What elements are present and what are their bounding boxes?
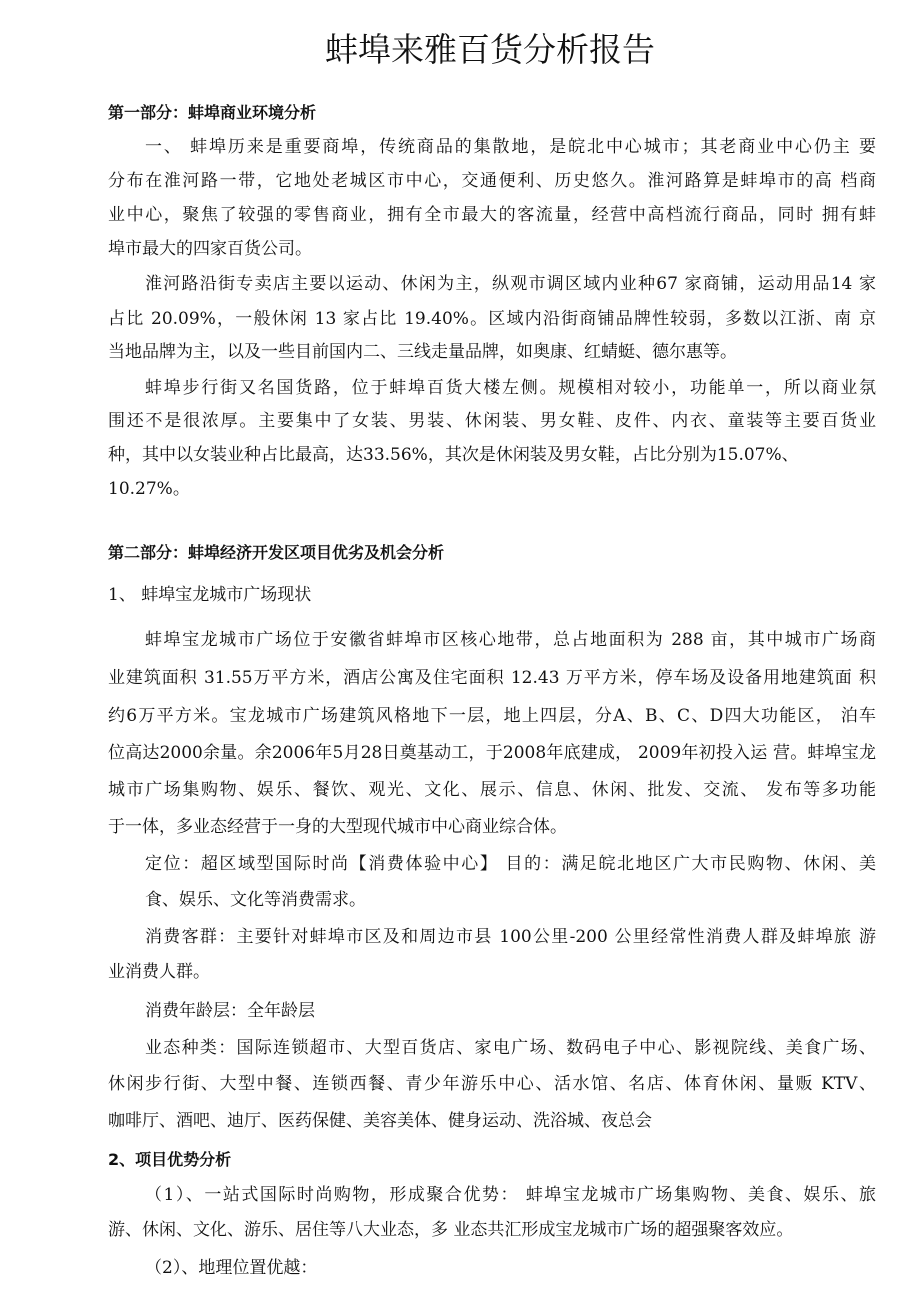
paragraph-line: 埠市最大的四家百货公司。 (108, 239, 312, 259)
paragraph-line: 占比 20.09%，一般休闲 13 家占比 19.40%。区域内沿街商铺品牌性较弱，多数以江浙、南 京 (108, 309, 876, 329)
positioning-line: 定位：超区域型国际时尚【消费体验中心】 目的：满足皖北地区广大市民购物、休闲、美 (145, 854, 876, 874)
section-heading: 第一部分：蚌埠商业环境分析 (108, 103, 317, 122)
paragraph-line: 约6万平方米。宝龙城市广场建筑风格地下一层，地上四层，分A、B、C、D四大功能区， 泊车 (108, 706, 876, 726)
section-heading: 第二部分：蚌埠经济开发区项目优劣及机会分析 (108, 543, 445, 562)
paragraph-line: 分布在淮河路一带，它地处老城区市中心，交通便利、历史悠久。淮河路算是蚌埠市的高 档商 (108, 171, 876, 191)
advantage-line: （1）、一站式国际时尚购物，形成聚合优势： 蚌埠宝龙城市广场集购物、美食、娱乐、旅 (145, 1185, 876, 1205)
paragraph-line: 城市广场集购物、娱乐、餐饮、观光、文化、展示、信息、休闲、批发、交流、 发布等多功能 (108, 780, 876, 800)
customers-line: 消费客群：主要针对蚌埠市区及和周边市县 100公里-200 公里经常性消费人群及蚌埠旅 游 (145, 927, 876, 947)
subsection-heading: 2、项目优势分析 (108, 1150, 232, 1169)
positioning-line: 食、娱乐、文化等消费需求。 (145, 890, 366, 910)
paragraph-line: 围还不是很浓厚。主要集中了女装、男装、休闲装、男女鞋、皮件、内衣、童装等主要百货业 (108, 411, 876, 431)
paragraph-line: 业中心，聚焦了较强的零售商业，拥有全市最大的客流量，经营中高档流行商品，同时 拥有蚌 (108, 205, 876, 225)
advantage-line: 游、休闲、文化、游乐、居住等八大业态，多 业态共汇形成宝龙城市广场的超强聚客效应。 (108, 1220, 794, 1240)
paragraph-line: 10.27%。 (108, 479, 190, 499)
paragraph-line: 种，其中以女装业种占比最高，达33.56%，其次是休闲装及男女鞋，占比分别为15.07%、 (108, 445, 799, 465)
formats-line: 业态种类：国际连锁超市、大型百货店、家电广场、数码电子中心、影视院线、美食广场、 (145, 1038, 876, 1058)
paragraph-line: 于一体，多业态经营于一身的大型现代城市中心商业综合体。 (108, 817, 567, 837)
subsection-heading: 1、 蚌埠宝龙城市广场现状 (108, 585, 312, 605)
paragraph-line: 业建筑面积 31.55万平方米，酒店公寓及住宅面积 12.43 万平方米，停车场及设备用地建筑面 积 (108, 668, 876, 688)
paragraph-line: 位高达2000余量。余2006年5月28日奠基动工，于2008年底建成， 2009年初投入运 营。蚌埠宝龙 (108, 743, 876, 763)
customers-line: 业消费人群。 (108, 962, 210, 982)
paragraph-line: 一、 蚌埠历来是重要商埠，传统商品的集散地，是皖北中心城市；其老商业中心仍主 要 (145, 137, 876, 157)
document-title: 蚌埠来雅百货分析报告 (325, 30, 655, 69)
formats-line: 咖啡厅、酒吧、迪厅、医药保健、美容美体、健身运动、洗浴城、夜总会 (108, 1111, 652, 1131)
age-line: 消费年龄层：全年龄层 (145, 1001, 315, 1021)
paragraph-line: 蚌埠宝龙城市广场位于安徽省蚌埠市区核心地带，总占地面积为 288 亩，其中城市广场商 (145, 630, 876, 650)
paragraph-line: 蚌埠步行街又名国货路，位于蚌埠百货大楼左侧。规模相对较小，功能单一，所以商业氛 (145, 378, 876, 398)
paragraph-line: 淮河路沿街专卖店主要以运动、休闲为主，纵观市调区域内业种67 家商铺，运动用品14 家 (145, 274, 876, 294)
advantage-line: （2）、地理位置优越： (145, 1258, 318, 1278)
paragraph-line: 当地品牌为主，以及一些目前国内二、三线走量品牌，如奥康、红蜻蜓、德尔惠等。 (108, 342, 737, 362)
formats-line: 休闲步行街、大型中餐、连锁西餐、青少年游乐中心、活水馆、名店、体育休闲、量贩 KTV、 (108, 1074, 876, 1094)
